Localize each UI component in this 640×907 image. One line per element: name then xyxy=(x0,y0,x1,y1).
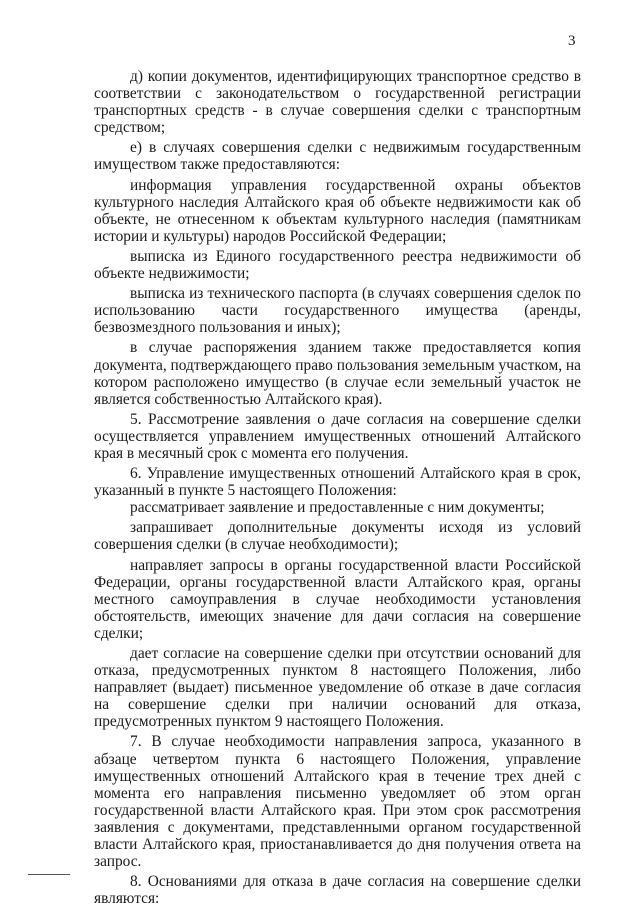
document-body xyxy=(94,68,581,907)
page-number: 3 xyxy=(568,33,576,49)
paragraph-item-7: 7. В случае необходимости направления запроса, указанного в абзаце четвертом пункта 6 настоящего Положения, управление имущественных отношений Алтайского края в течение трех дней с момента его направления письменно уведомляет об этом орган государственной власти Алтайского края. При этом срок рассмотрения заявления с документами, представленными органом государственной власти Алтайского края, приостанавливается до дня получения ответа на запрос. xyxy=(94,733,581,871)
paragraph-d-vehicle-documents: д) копии документов, идентифицирующих транспортное средство в соответствии с законодательством о государственной регистрации транспортных средств - в случае совершения сделки с транспортным средством; xyxy=(94,68,581,137)
paragraph-technical-passport-extract: выписка из технического паспорта (в случаях совершения сделок по использованию части государственного имущества (аренды, безвозмездного пользования и иных); xyxy=(94,285,581,337)
footer-rule xyxy=(28,874,70,875)
paragraph-item-6: 6. Управление имущественных отношений Алтайского края в срок, указанный в пункте 5 настоящего Положения: xyxy=(94,465,581,500)
paragraph-registry-extract: выписка из Единого государственного реестра недвижимости об объекте недвижимости; xyxy=(94,247,581,283)
paragraph-building-disposal: в случае распоряжения зданием также предоставляется копия документа, подтверждающего право пользования земельным участком, на котором расположено имущество (в случае если земельный участок не является собственностью Алтайского края). xyxy=(94,339,581,408)
paragraph-item-8: 8. Основаниями для отказа в даче согласия на совершение сделки являются: xyxy=(94,873,581,907)
paragraph-item-6-review: рассматривает заявление и предоставленные с ним документы; xyxy=(130,499,545,517)
paragraph-item-6-consent: дает согласие на совершение сделки при отсутствии оснований для отказа, предусмотренных пунктом 8 настоящего Положения, либо направляет (выдает) письменное уведомление об отказе в даче согласия на совершение сделки при наличии оснований для отказа, предусмотренных пунктом 9 настоящего Положения. xyxy=(94,645,581,731)
paragraph-item-6-request-docs: запрашивает дополнительные документы исходя из условий совершения сделки (в случае необходимости); xyxy=(94,519,581,554)
paragraph-item-6-send-queries: направляет запросы в органы государственной власти Российской Федерации, органы государственной власти Алтайского края, органы местного самоуправления в случае необходимости установления обстоятельств, имеющих значение для дачи согласия на совершение сделки; xyxy=(94,556,581,642)
paragraph-item-5: 5. Рассмотрение заявления о даче согласия на совершение сделки осуществляется управлением имущественных отношений Алтайского края в месячный срок с момента его получения. xyxy=(94,410,581,462)
paragraph-e-real-estate: е) в случаях совершения сделки с недвижимым государственным имуществом также предоставляются: xyxy=(94,139,581,174)
paragraph-cultural-heritage-info: информация управления государственной охраны объектов культурного наследия Алтайского края об объекте недвижимости как об объекте, не отнесенном к объектам культурного наследия (памятникам истории и культуры) народов Российской Федерации; xyxy=(94,176,581,245)
